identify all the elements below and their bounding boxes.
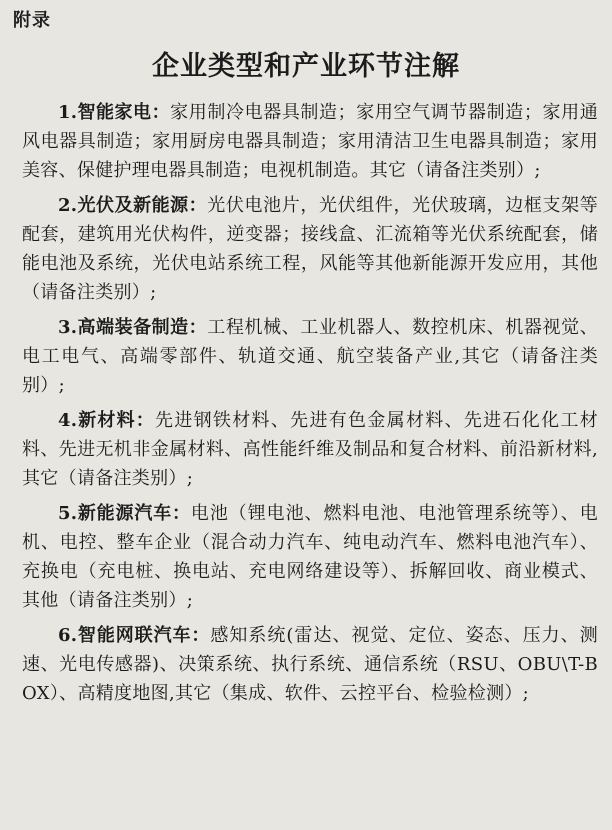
section-heading: 2.光伏及新能源： bbox=[58, 195, 208, 216]
section-heading: 3.高端装备制造： bbox=[58, 317, 208, 338]
section-high-end-equipment bbox=[22, 313, 598, 400]
section-heading: 4.新材料： bbox=[58, 410, 156, 431]
section-body: 光伏电池片，光伏组件，光伏玻璃，边框支架等配套，建筑用光伏构件，逆变器；接线盒、汇流箱等光伏系统配套，储能电池及系统，光伏电站系统工程，风能等其他新能源开发应用，其他（请备注类别）; bbox=[22, 195, 598, 303]
sections-list bbox=[22, 98, 598, 714]
page-title: 企业类型和产业环节注解 bbox=[152, 51, 460, 82]
appendix-label: 附录 bbox=[13, 10, 51, 31]
section-heading: 5.新能源汽车： bbox=[58, 503, 191, 524]
section-heading: 6.智能网联汽车： bbox=[58, 625, 211, 646]
section-body: 工程机械、工业机器人、数控机床、机器视觉、电工电气、高端零部件、轨道交通、航空装备产业,其它（请备注类别）; bbox=[22, 317, 598, 396]
section-body: 先进钢铁材料、先进有色金属材料、先进石化化工材料、先进无机非金属材料、高性能纤维及制品和复合材料、前沿新材料,其它（请备注类别）; bbox=[22, 410, 598, 489]
section-smart-appliances bbox=[22, 98, 598, 185]
section-intelligent-connected-vehicles bbox=[22, 621, 598, 708]
section-new-materials bbox=[22, 406, 598, 493]
section-body: 电池（锂电池、燃料电池、电池管理系统等）、电机、电控、整车企业（混合动力汽车、纯电动汽车、燃料电池汽车）、充换电（充电桩、换电站、充电网络建设等）、拆解回收、商业模式、其他（请备注类别）; bbox=[22, 503, 598, 611]
section-body: 家用制冷电器具制造；家用空气调节器制造；家用通风电器具制造；家用厨房电器具制造；家用清洁卫生电器具制造；家用美容、保健护理电器具制造；电视机制造。其它（请备注类别）; bbox=[22, 102, 598, 181]
section-heading: 1.智能家电： bbox=[58, 102, 171, 123]
section-photovoltaic-new-energy bbox=[22, 191, 598, 307]
section-new-energy-vehicles bbox=[22, 499, 598, 615]
section-body: 感知系统(雷达、视觉、定位、姿态、压力、测速、光电传感器)、决策系统、执行系统、通信系统（RSU、OBU\T-BOX）、高精度地图,其它（集成、软件、云控平台、检验检测）; bbox=[22, 625, 598, 704]
